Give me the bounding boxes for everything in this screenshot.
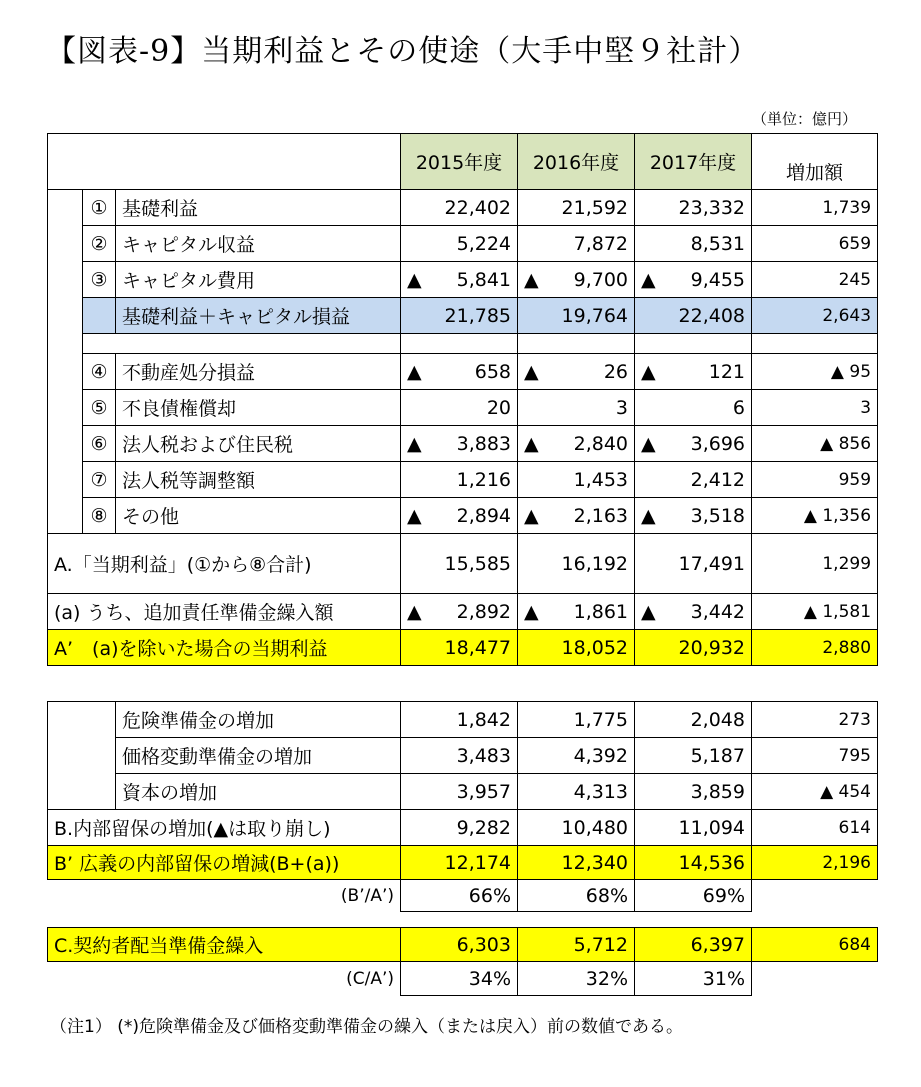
table-row bbox=[48, 774, 878, 810]
value-2016 bbox=[518, 594, 635, 630]
value-2016: 7,872 bbox=[518, 226, 635, 262]
ratio-b-row bbox=[48, 880, 878, 912]
negative-marker: ▲ bbox=[641, 504, 656, 527]
value-text: 3,696 bbox=[690, 432, 746, 455]
value-increase: 795 bbox=[752, 738, 878, 774]
row-label: キャピタル収益 bbox=[116, 226, 401, 262]
table-row bbox=[48, 190, 878, 226]
value-2016: 5,712 bbox=[518, 928, 635, 962]
value-text: 1,356 bbox=[822, 505, 872, 526]
value-increase: 2,196 bbox=[752, 846, 878, 880]
value-increase bbox=[752, 498, 878, 534]
spacer-cell bbox=[752, 334, 878, 354]
row-mark: ④ bbox=[83, 354, 116, 390]
value-text: 95 bbox=[849, 361, 872, 382]
value-2017: 5,187 bbox=[635, 738, 752, 774]
header-2017: 2017年度 bbox=[635, 134, 752, 190]
value-increase bbox=[752, 426, 878, 462]
value-text: 9,455 bbox=[690, 268, 746, 291]
value-2016: 4,313 bbox=[518, 774, 635, 810]
value-2015: 6,303 bbox=[401, 928, 518, 962]
value-2017: 69% bbox=[635, 880, 752, 912]
value-2017 bbox=[635, 262, 752, 298]
value-2016: 68% bbox=[518, 880, 635, 912]
page-title: 【図表‐9】当期利益とその使途（大手中堅９社計） bbox=[46, 34, 760, 69]
value-2017: 23,332 bbox=[635, 190, 752, 226]
value-increase: 273 bbox=[752, 702, 878, 738]
negative-marker: ▲ bbox=[407, 600, 422, 623]
table-row bbox=[48, 462, 878, 498]
row-mark: ⑦ bbox=[83, 462, 116, 498]
empty-cell bbox=[752, 880, 878, 912]
value-text: 1,861 bbox=[573, 600, 629, 623]
negative-marker: ▲ bbox=[407, 360, 422, 383]
value-increase: 684 bbox=[752, 928, 878, 962]
negative-marker: ▲ bbox=[820, 433, 834, 454]
row-b-prime bbox=[48, 846, 878, 880]
value-2016: 3 bbox=[518, 390, 635, 426]
value-2016 bbox=[518, 426, 635, 462]
value-2015: 1,216 bbox=[401, 462, 518, 498]
spacer-cell bbox=[48, 912, 878, 928]
row-label: C.契約者配当準備金繰入 bbox=[48, 928, 401, 962]
header-2016: 2016年度 bbox=[518, 134, 635, 190]
indent-cell bbox=[48, 702, 116, 810]
header-2015: 2015年度 bbox=[401, 134, 518, 190]
value-2016: 21,592 bbox=[518, 190, 635, 226]
value-2016: 10,480 bbox=[518, 810, 635, 846]
negative-marker: ▲ bbox=[524, 360, 539, 383]
row-label: 危険準備金の増加 bbox=[116, 702, 401, 738]
spacer-cell bbox=[48, 334, 83, 354]
value-2015: 12,174 bbox=[401, 846, 518, 880]
value-text: 9,700 bbox=[573, 268, 629, 291]
row-label: A.「当期利益」(①から⑧合計) bbox=[48, 534, 401, 594]
value-2016: 18,052 bbox=[518, 630, 635, 666]
row-label: 法人税等調整額 bbox=[116, 462, 401, 498]
negative-marker: ▲ bbox=[803, 601, 817, 622]
negative-marker: ▲ bbox=[407, 504, 422, 527]
value-2016 bbox=[518, 262, 635, 298]
row-c bbox=[48, 928, 878, 962]
row-a bbox=[48, 534, 878, 594]
value-2017 bbox=[635, 498, 752, 534]
row-mark: ⑤ bbox=[83, 390, 116, 426]
header-row bbox=[48, 134, 878, 190]
profit-table bbox=[47, 133, 878, 666]
ratio-label: (B’/A’) bbox=[340, 885, 394, 906]
value-increase bbox=[752, 354, 878, 390]
row-a-sub bbox=[48, 594, 878, 630]
row-label: 価格変動準備金の増加 bbox=[116, 738, 401, 774]
value-2015 bbox=[401, 354, 518, 390]
negative-marker: ▲ bbox=[820, 781, 834, 802]
value-text: 2,892 bbox=[456, 600, 512, 623]
value-2015 bbox=[401, 498, 518, 534]
row-label: B.内部留保の増加(▲は取り崩し) bbox=[48, 810, 401, 846]
value-2016: 19,764 bbox=[518, 298, 635, 334]
value-2017 bbox=[635, 426, 752, 462]
value-text: 658 bbox=[474, 360, 512, 383]
value-2017: 6 bbox=[635, 390, 752, 426]
negative-marker: ▲ bbox=[524, 268, 539, 291]
subtotal-mark bbox=[83, 298, 116, 334]
value-text: 5,841 bbox=[456, 268, 512, 291]
value-2015: 22,402 bbox=[401, 190, 518, 226]
value-text: 2,894 bbox=[456, 504, 512, 527]
spacer-row bbox=[48, 912, 878, 928]
indent-cell bbox=[48, 354, 83, 534]
value-2015: 34% bbox=[401, 962, 518, 996]
table-row bbox=[48, 354, 878, 390]
value-2015: 5,224 bbox=[401, 226, 518, 262]
value-increase: 1,299 bbox=[752, 534, 878, 594]
value-2016: 12,340 bbox=[518, 846, 635, 880]
negative-marker: ▲ bbox=[803, 505, 817, 526]
value-text: 121 bbox=[708, 360, 746, 383]
value-2016: 1,453 bbox=[518, 462, 635, 498]
value-text: 1,581 bbox=[822, 601, 872, 622]
value-2015: 15,585 bbox=[401, 534, 518, 594]
value-text: 856 bbox=[838, 433, 872, 454]
value-increase: 245 bbox=[752, 262, 878, 298]
value-text: 454 bbox=[838, 781, 871, 802]
header-increase: 増加額 bbox=[752, 134, 878, 190]
row-b bbox=[48, 810, 878, 846]
value-increase: 2,880 bbox=[752, 630, 878, 666]
value-increase: 1,739 bbox=[752, 190, 878, 226]
value-increase bbox=[752, 594, 878, 630]
value-2015: 9,282 bbox=[401, 810, 518, 846]
row-label: 法人税および住民税 bbox=[116, 426, 401, 462]
value-2017: 6,397 bbox=[635, 928, 752, 962]
footnote: （注1） (*)危険準備金及び価格変動準備金の繰入（または戻入）前の数値である。 bbox=[50, 1017, 683, 1037]
value-text: 26 bbox=[603, 360, 629, 383]
row-mark: ① bbox=[83, 190, 116, 226]
table-row bbox=[48, 702, 878, 738]
ratio-c-row bbox=[48, 962, 878, 996]
value-2016: 4,392 bbox=[518, 738, 635, 774]
negative-marker: ▲ bbox=[830, 361, 844, 382]
value-text: 2,840 bbox=[573, 432, 629, 455]
value-2017: 31% bbox=[635, 962, 752, 996]
row-mark: ③ bbox=[83, 262, 116, 298]
value-2015: 66% bbox=[401, 880, 518, 912]
negative-marker: ▲ bbox=[641, 360, 656, 383]
value-2015 bbox=[401, 594, 518, 630]
value-2017: 17,491 bbox=[635, 534, 752, 594]
value-2015 bbox=[401, 262, 518, 298]
empty-cell bbox=[752, 962, 878, 996]
value-2016 bbox=[518, 498, 635, 534]
unit-label: （単位：億円） bbox=[752, 110, 858, 128]
row-mark: ② bbox=[83, 226, 116, 262]
subtotal-row bbox=[48, 298, 878, 334]
row-mark: ⑧ bbox=[83, 498, 116, 534]
negative-marker: ▲ bbox=[641, 432, 656, 455]
value-text: 3,883 bbox=[456, 432, 512, 455]
table-row bbox=[48, 738, 878, 774]
spacer-cell bbox=[518, 334, 635, 354]
value-2017: 22,408 bbox=[635, 298, 752, 334]
table-row bbox=[48, 262, 878, 298]
spacer-cell bbox=[635, 334, 752, 354]
row-label: 不良債権償却 bbox=[116, 390, 401, 426]
spacer-row bbox=[48, 334, 878, 354]
value-2017 bbox=[635, 594, 752, 630]
value-2017: 3,859 bbox=[635, 774, 752, 810]
header-blank bbox=[48, 134, 401, 190]
row-mark: ⑥ bbox=[83, 426, 116, 462]
spacer-cell bbox=[83, 334, 116, 354]
negative-marker: ▲ bbox=[407, 268, 422, 291]
negative-marker: ▲ bbox=[641, 268, 656, 291]
value-2015 bbox=[401, 426, 518, 462]
retention-table bbox=[47, 701, 878, 996]
value-2017: 20,932 bbox=[635, 630, 752, 666]
row-label: (a) うち、追加責任準備金繰入額 bbox=[48, 594, 401, 630]
indent-cell bbox=[48, 190, 83, 334]
value-increase: 3 bbox=[752, 390, 878, 426]
value-2016: 16,192 bbox=[518, 534, 635, 594]
table-row bbox=[48, 390, 878, 426]
value-2015: 3,483 bbox=[401, 738, 518, 774]
value-increase: 959 bbox=[752, 462, 878, 498]
row-label: キャピタル費用 bbox=[116, 262, 401, 298]
value-2017: 8,531 bbox=[635, 226, 752, 262]
row-label: 資本の増加 bbox=[116, 774, 401, 810]
spacer-cell bbox=[116, 334, 401, 354]
value-2015: 20 bbox=[401, 390, 518, 426]
value-increase: 659 bbox=[752, 226, 878, 262]
value-2016: 1,775 bbox=[518, 702, 635, 738]
negative-marker: ▲ bbox=[524, 600, 539, 623]
row-label: 不動産処分損益 bbox=[116, 354, 401, 390]
value-2016: 32% bbox=[518, 962, 635, 996]
row-a-prime bbox=[48, 630, 878, 666]
value-2017: 11,094 bbox=[635, 810, 752, 846]
value-2017: 2,048 bbox=[635, 702, 752, 738]
value-2017 bbox=[635, 354, 752, 390]
value-2015: 21,785 bbox=[401, 298, 518, 334]
negative-marker: ▲ bbox=[524, 432, 539, 455]
spacer-cell bbox=[401, 334, 518, 354]
table-row bbox=[48, 226, 878, 262]
value-text: 3,518 bbox=[690, 504, 746, 527]
negative-marker: ▲ bbox=[407, 432, 422, 455]
ratio-label: (C/A’) bbox=[346, 968, 394, 989]
value-increase bbox=[752, 774, 878, 810]
value-2015: 18,477 bbox=[401, 630, 518, 666]
value-2015: 1,842 bbox=[401, 702, 518, 738]
row-label: 基礎利益 bbox=[116, 190, 401, 226]
value-increase: 2,643 bbox=[752, 298, 878, 334]
row-label: その他 bbox=[116, 498, 401, 534]
row-label: 基礎利益＋キャピタル損益 bbox=[116, 298, 401, 334]
negative-marker: ▲ bbox=[524, 504, 539, 527]
value-2017: 14,536 bbox=[635, 846, 752, 880]
value-2017: 2,412 bbox=[635, 462, 752, 498]
row-label: B’ 広義の内部留保の増減(B+(a)) bbox=[48, 846, 401, 880]
negative-marker: ▲ bbox=[641, 600, 656, 623]
table-row bbox=[48, 426, 878, 462]
value-2016 bbox=[518, 354, 635, 390]
row-label: A’ (a)を除いた場合の当期利益 bbox=[48, 630, 401, 666]
value-text: 2,163 bbox=[573, 504, 629, 527]
value-text: 3,442 bbox=[690, 600, 746, 623]
value-increase: 614 bbox=[752, 810, 878, 846]
value-2015: 3,957 bbox=[401, 774, 518, 810]
table-row bbox=[48, 498, 878, 534]
